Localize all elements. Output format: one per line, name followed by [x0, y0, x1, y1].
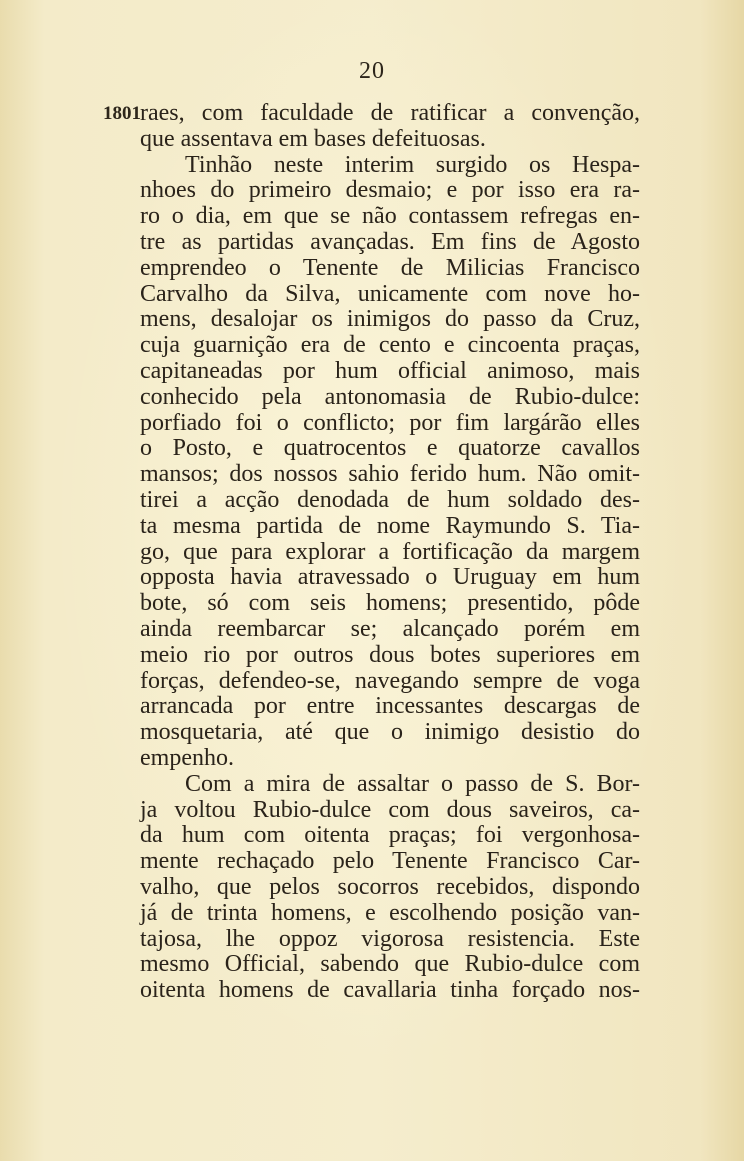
text-line: Tinhão neste interim surgido os Hespa- [185, 151, 640, 178]
text-line: emprendeo o Tenente de Milicias Francisco [140, 254, 640, 281]
margin-year-note: 1801 [103, 103, 141, 124]
text-line: mesmo Official, sabendo que Rubio-dulce com [140, 951, 640, 978]
text-line: Com a mira de assaltar o passo de S. Bor- [185, 770, 640, 797]
body-text [140, 101, 640, 1004]
text-line: forças, defendeo-se, navegando sempre de voga [140, 667, 640, 694]
text-line: que assentava em bases defeituosas. [140, 125, 486, 152]
text-line: ro o dia, em que se não contassem refregas en- [140, 203, 640, 230]
text-line: meio rio por outros dous botes superiores em [140, 641, 640, 668]
text-line: go, que para explorar a fortificação da margem [140, 538, 640, 565]
text-line: arrancada por entre incessantes descargas de [140, 693, 640, 720]
text-line: mens, desalojar os inimigos do passo da Cruz, [140, 306, 640, 333]
text-line: ta mesma partida de nome Raymundo S. Tia- [140, 512, 640, 539]
text-line: o Posto, e quatrocentos e quatorze cavallos [140, 435, 640, 462]
text-line: oitenta homens de cavallaria tinha forçado nos- [140, 977, 640, 1004]
text-line: valho, que pelos socorros recebidos, dispondo [140, 873, 640, 900]
text-line: nhoes do primeiro desmaio; e por isso era ra- [140, 177, 640, 204]
text-line: ainda reembarcar se; alcançado porém em [140, 615, 640, 642]
text-line: opposta havia atravessado o Uruguay em hum [140, 564, 640, 591]
text-line: porfiado foi o conflicto; por fim largárão elles [140, 409, 640, 436]
text-line: mente rechaçado pelo Tenente Francisco Car- [140, 848, 640, 875]
page-number: 20 [359, 58, 385, 84]
text-line: tre as partidas avançadas. Em fins de Agosto [140, 228, 640, 255]
text-line: raes, com faculdade de ratificar a convenção, [140, 100, 640, 126]
text-line: ja voltou Rubio-dulce com dous saveiros, ca- [140, 796, 640, 823]
text-line: mosquetaria, até que o inimigo desistio do [140, 719, 640, 746]
text-line: cuja guarnição era de cento e cincoenta praças, [140, 332, 640, 359]
text-line: mansos; dos nossos sahio ferido hum. Não omit- [140, 461, 640, 488]
text-line: da hum com oitenta praças; foi vergonhosa- [140, 822, 640, 849]
text-line: conhecido pela antonomasia de Rubio-dulce: [140, 383, 640, 410]
text-line: tajosa, lhe oppoz vigorosa resistencia. Este [140, 925, 640, 952]
text-line: já de trinta homens, e escolhendo posição van- [140, 899, 640, 926]
text-line: empenho. [140, 744, 234, 771]
text-line: capitaneadas por hum official animoso, mais [140, 357, 640, 384]
text-line: Carvalho da Silva, unicamente com nove ho- [140, 280, 640, 307]
text-line: tirei a acção denodada de hum soldado des- [140, 486, 640, 513]
text-line: bote, só com seis homens; presentido, pôde [140, 590, 640, 617]
